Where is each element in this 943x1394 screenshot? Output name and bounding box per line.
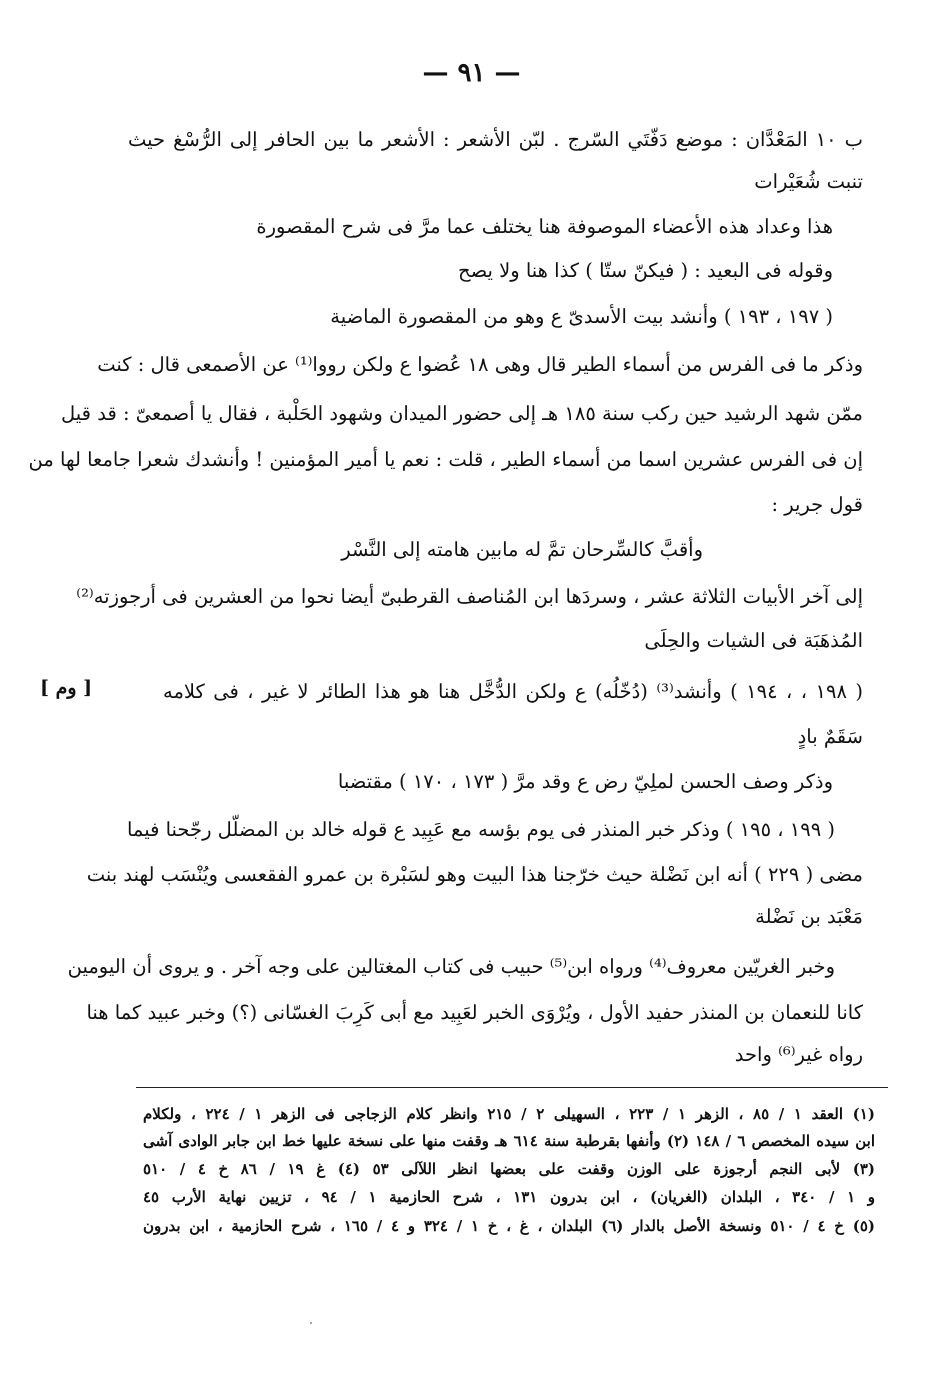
body-line: ( ١٩٩ ، ١٩٥ ) وذكر خبر المنذر فى يوم بؤسه مع عَبِيد ع قوله خالد بن المضلّل رجّحنا فيما [126, 818, 835, 841]
body-line: إلى آخر الأبيات الثلاثة عشر ، وسردَها ابن المُناصف القرطبىّ أيضا نحوا من العشرين فى أرجوزته⁽²⁾ [76, 585, 863, 608]
footnote-divider [136, 1087, 888, 1088]
body-line: إن فى الفرس عشرين اسما من أسماء الطير ، قلت : نعم يا أمير المؤمنين ! وأنشدك شعرا جامعا لها من [28, 448, 863, 471]
body-line: ممّن شهد الرشيد حين ركب سنة ١٨٥ هـ إلى حضور الميدان وشهود الحَلْبة ، فقال يا أصمعىّ : قد قيل [61, 402, 863, 425]
footnote-line: (١) العقد ١ / ٨٥ ، الزهر ١ / ٢٢٣ ، السهيلى ٢ / ٢١٥ وانظر كلام الزجاجى فى الزهر ١ / ٢٢٤ ، ولكلام [143, 1105, 875, 1123]
body-line: المُذهَبَة فى الشيات والحِلَى [644, 629, 863, 652]
body-line: وذكر ما فى الفرس من أسماء الطير قال وهى ١٨ عُضوا ع ولكن رووا⁽¹⁾ عن الأصمعى قال : كنت [97, 353, 863, 376]
body-line: وذكر وصف الحسن لملِيّ رض ع وقد مرَّ ( ١٧٣ ، ١٧٠ ) مقتضبا [337, 770, 833, 793]
body-line: وقوله فى البعيد : ( فيكنّ ستّا ) كذا هنا ولا يصح [457, 259, 833, 282]
body-line: سَقَمٌ بادٍ [797, 725, 863, 748]
verse-line: وأقبَّ كالسِّرحان تمَّ له مابين هامته إلى النَّسْر [341, 538, 703, 561]
body-line: كانا للنعمان بن المنذر حفيد الأول ، ويُرْوَى الخبر لعَبِيد مع أبى كَرِبَ الغسّانى (؟) وخبر عبيد كما هنا [86, 1001, 863, 1024]
footnote-line: و ١ / ٣٤٠ ، البلدان (الغريان) ، ابن بدرون ١٣١ ، شرح الحازمية ١ / ٩٤ ، تزيين نهاية الأرب ٤٥ [143, 1188, 875, 1206]
body-line: تنبت شُعَيْرات [754, 170, 863, 193]
footnote-line: (٥) خ ٤ / ٥١٠ ونسخة الأصل بالدار (٦) البلدان ، غ ، خ ١ / ٣٢٤ و ٤ / ١٦٥ ، شرح الحازمية ، ابن بدرون [143, 1217, 875, 1235]
footnote-line: ابن سيده المخصص ٦ / ١٤٨ (٢) وأنفها بقرطبة سنة ٦١٤ هـ وقفت منها على نسخة عليها خط ابن جابر الوادى آشى [143, 1132, 876, 1150]
footnote-line: (٣) لأبى النجم أرجوزة على الوزن وقفت على بعضها انظر اللآلى ٥٣ (٤) غ ١٩ / ٨٦ خ ٤ / ٥١٠ [143, 1160, 875, 1178]
margin-note: [ وم ] [40, 677, 93, 699]
body-line: رواه غير⁽⁶⁾ واحد [734, 1043, 863, 1066]
body-line: مَعْبَد بن نَضْلة [755, 905, 863, 928]
body-line: مضى ( ٢٢٩ ) أنه ابن نَضْلة حيث خرّجنا هذا البيت وهو لسَبْرة بن عمرو الفقعسى ويُنْسَب لهند بنت [86, 863, 863, 886]
paper-speck [310, 1322, 312, 1324]
body-line: وخبر الغريّين معروف⁽⁴⁾ ورواه ابن⁽⁵⁾ حبيب فى كتاب المغتالين على وجه آخر . و يروى أن اليومين [67, 955, 835, 978]
page-number: — ٩١ — [422, 58, 521, 88]
body-line: ( ١٩٧ ، ١٩٣ ) وأنشد بيت الأسدىّ ع وهو من المقصورة الماضية [330, 305, 833, 328]
body-line: ( ١٩٨ ، ، ١٩٤ ) وأنشد⁽³⁾ (دُخّلُه) ع ولكن الدُّخَّل هنا هو هذا الطائر لا غير ، فى كلامه [163, 680, 863, 703]
body-line: هذا وعداد هذه الأعضاء الموصوفة هنا يختلف عما مرَّ فى شرح المقصورة [256, 215, 833, 238]
body-line: ب ١٠ المَعْدَّان : موضع دَفّتَي السّرج . لبّن الأشعر : الأشعر ما بين الحافر إلى الرُّسْغ حيث [128, 128, 864, 151]
body-line: قول جرير : [771, 493, 863, 516]
